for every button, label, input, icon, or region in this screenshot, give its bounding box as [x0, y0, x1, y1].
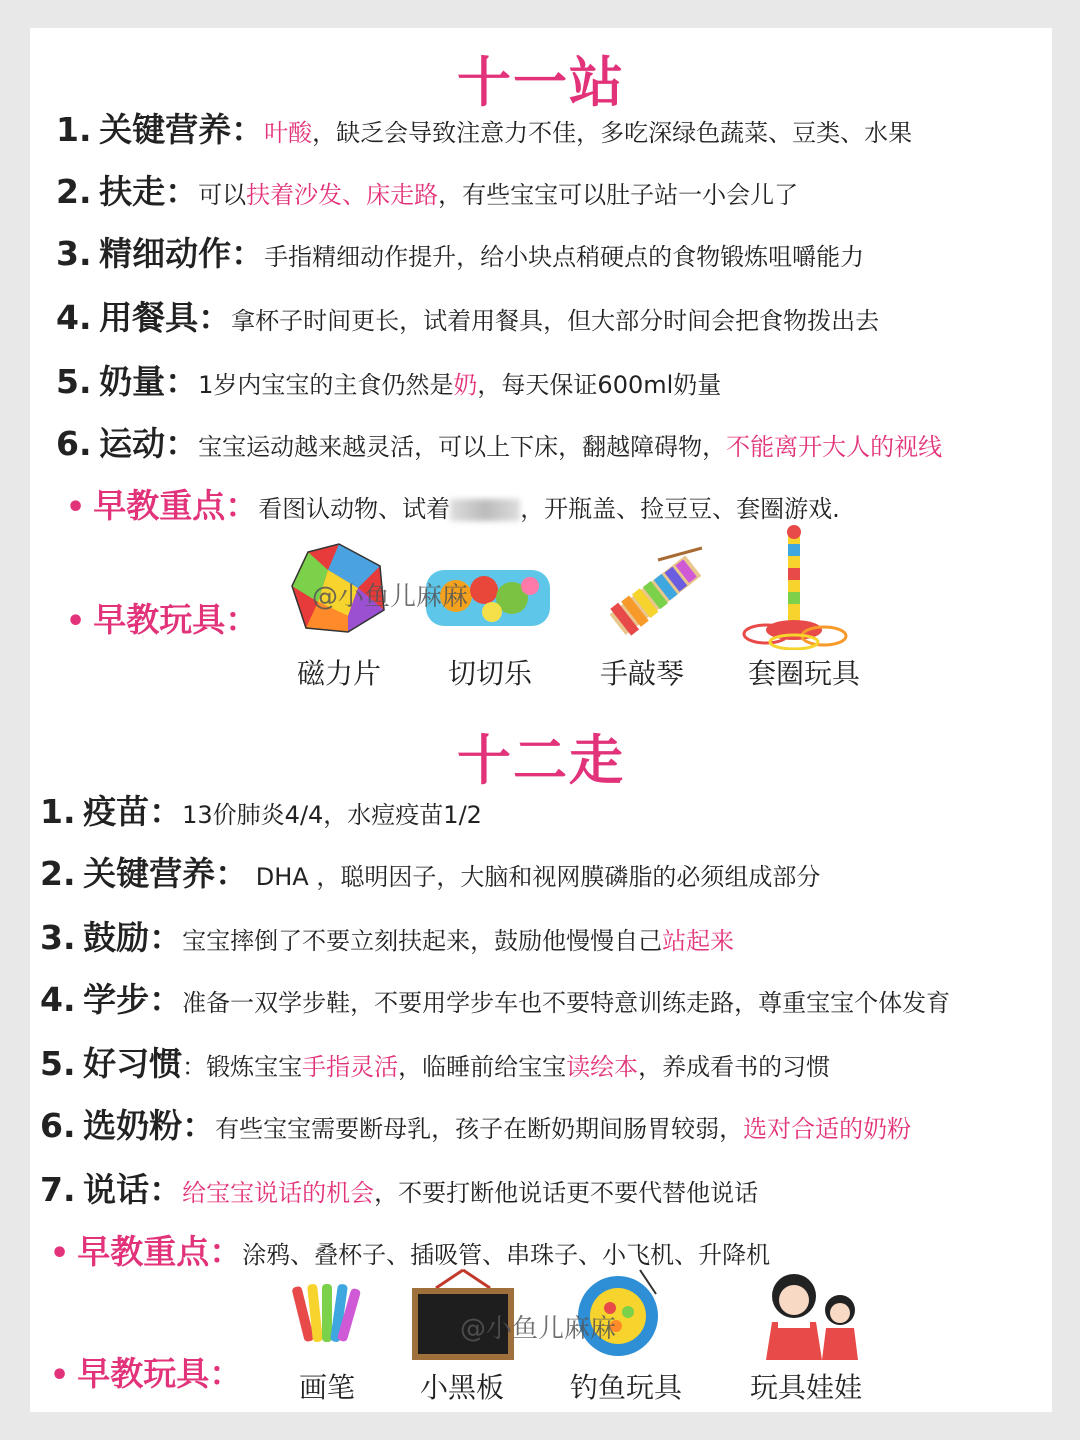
- s1-item-6: 6. 运动：宝宝运动越来越灵活，可以上下床，翻越障碍物，不能离开大人的视线: [56, 424, 943, 463]
- bullet-dot-icon: •: [66, 490, 86, 525]
- s1-item-5: 5. 奶量：1岁内宝宝的主食仍然是奶，每天保证600ml奶量: [56, 362, 722, 401]
- ring-toss-icon: [740, 522, 850, 650]
- s2-item-2: 2. 关键营养： DHA ，聪明因子，大脑和视网膜磷脂的必须组成部分: [40, 854, 821, 893]
- s2-focus: • 早教重点：涂鸦、叠杯子、插吸管、串珠子、小飞机、升降机: [50, 1232, 771, 1271]
- s2-item-7: 7. 说话：给宝宝说话的机会，不要打断他说话更不要代替他说话: [40, 1170, 759, 1209]
- s2-item-1: 1. 疫苗：13价肺炎4/4，水痘疫苗1/2: [40, 792, 482, 831]
- watermark: @小鱼儿麻麻: [312, 582, 469, 612]
- toy-caption: 套圈玩具: [747, 657, 860, 690]
- toy-caption: 手敲琴: [599, 657, 684, 690]
- s1-toys-label: • 早教玩具：: [66, 600, 259, 639]
- toy-caption: 切切乐: [447, 657, 532, 690]
- s1-focus: • 早教重点：看图认动物、试着 ，开瓶盖、捡豆豆、套圈游戏.: [66, 486, 840, 525]
- toy-caption: 钓鱼玩具: [569, 1371, 682, 1404]
- bullet-dot-icon: •: [66, 604, 86, 639]
- toy-caption: 玩具娃娃: [749, 1371, 862, 1404]
- s1-item-3: 3. 精细动作：手指精细动作提升，给小块点稍硬点的食物锻炼咀嚼能力: [56, 234, 865, 273]
- s2-item-3: 3. 鼓励：宝宝摔倒了不要立刻扶起来，鼓励他慢慢自己站起来: [40, 918, 735, 957]
- s1-item-4: 4. 用餐具：拿杯子时间更长，试着用餐具，但大部分时间会把食物拨出去: [56, 298, 880, 337]
- bullet-dot-icon: •: [50, 1236, 70, 1271]
- doll-toy-icon: [758, 1268, 868, 1364]
- s2-toys-label: • 早教玩具：: [50, 1354, 243, 1393]
- crayons-icon: [288, 1276, 364, 1352]
- xylophone-icon: [598, 544, 706, 644]
- blurred-text: [450, 499, 520, 521]
- content-card: [30, 28, 1052, 1412]
- s1-item-1: 1. 关键营养：叶酸，缺乏会导致注意力不佳，多吃深绿色蔬菜、豆类、水果: [56, 110, 913, 149]
- toy-caption: 小黑板: [419, 1371, 504, 1404]
- bullet-dot-icon: •: [50, 1358, 70, 1393]
- s2-item-6: 6. 选奶粉：有些宝宝需要断母乳，孩子在断奶期间肠胃较弱，选对合适的奶粉: [40, 1106, 912, 1145]
- toy-caption: 画笔: [298, 1371, 355, 1404]
- s1-item-2: 2. 扶走：可以扶着沙发、床走路，有些宝宝可以肚子站一小会儿了: [56, 172, 799, 211]
- section-title-11: 十一站: [457, 51, 625, 114]
- s2-item-5: 5. 好习惯：锻炼宝宝手指灵活，临睡前给宝宝读绘本，养成看书的习惯: [40, 1044, 831, 1083]
- watermark: @小鱼儿麻麻: [460, 1314, 617, 1344]
- s2-item-4: 4. 学步：准备一双学步鞋，不要用学步车也不要特意训练走路，尊重宝宝个体发育: [40, 980, 951, 1019]
- toy-caption: 磁力片: [296, 657, 381, 690]
- section-title-12: 十二走: [457, 729, 625, 792]
